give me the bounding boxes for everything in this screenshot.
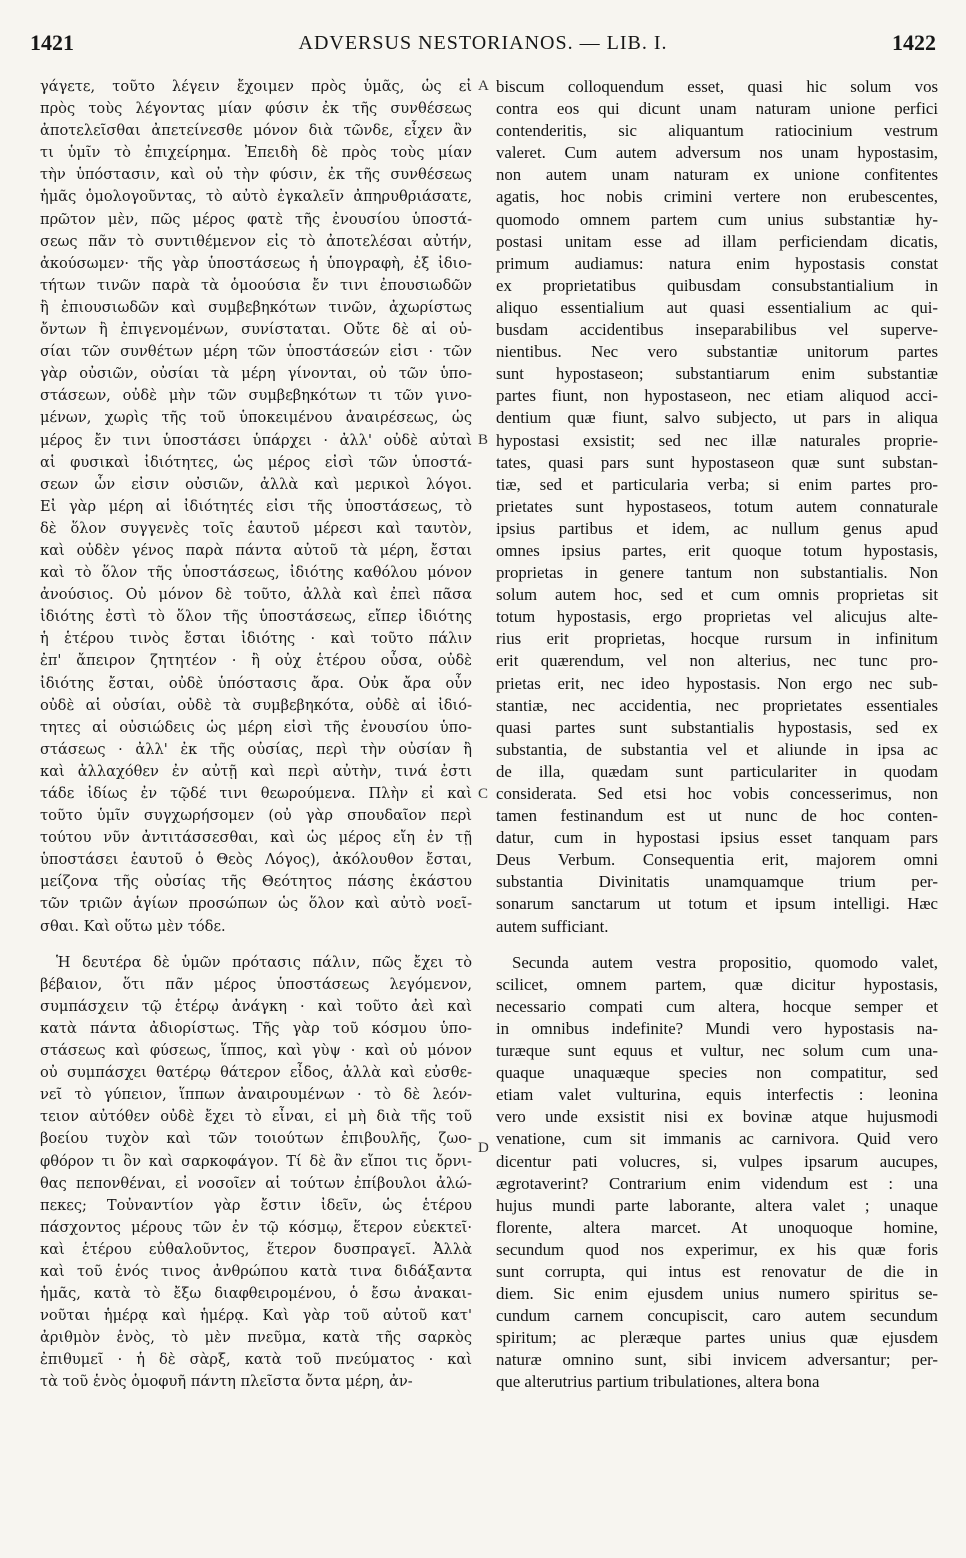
text-line: diem. Sic enim ejusdem unius numero spiritus se-	[496, 1284, 938, 1304]
text-line: florente, altera marcet. At unoquoque homine,	[496, 1217, 938, 1237]
text-line: Εἰ γὰρ μέρη αἱ ἰδιότητές εἰσι τῆς ὑποστάσεως, τὸ	[40, 497, 472, 515]
text-line: καὶ ἀλλαχόθεν ἐν αὐτῇ καὶ περὶ αὐτὴν, τινά ἐστι	[40, 762, 472, 780]
text-line: τήτων τινῶν παρὰ τὰ ὁμοούσια ἔν τινι ἐπουσιωδῶν	[40, 276, 472, 294]
text-line: Secunda autem vestra propositio, quomodo valet,	[512, 952, 938, 972]
text-line: καὶ τοῦ ἑνός τινος ἀνθρώπου κατὰ τινα διδάξαντα	[40, 1262, 472, 1280]
text-line: φθόρον τι ὂν καὶ σαρκοφάγον. Τί δὲ ἂν εἴποι τις ὄρνι-	[40, 1152, 472, 1170]
latin-column	[496, 76, 938, 1394]
text-line: ἐπιθυμεῖ · ἡ δὲ σὰρξ, κατὰ τοῦ πνεύματος · καὶ	[40, 1351, 472, 1369]
text-line: καὶ τὸ ὅλον τῆς ὑποστάσεως, ἰδιότης καθόλου μόνον	[40, 564, 472, 582]
text-line: necessario compati cum altera, hocque semper et	[496, 996, 938, 1016]
text-line: νοῦται ἡμέρᾳ καὶ ἡμέρᾳ. Καὶ γὰρ τοῦ αὐτοῦ κατ'	[40, 1307, 472, 1325]
text-line: autem sufficiant.	[496, 916, 609, 936]
text-line: ἀκούσωμεν· τῆς γὰρ ὑποστάσεως ἡ ὑπογραφὴ, ἐξ ἰδιο-	[40, 254, 472, 272]
text-line: τούτου νῦν ἀντιτάσσεσθαι, καὶ ὡς μέρος εἴη ἐν τῇ	[40, 829, 472, 847]
text-line: substantia Divinitatis unamquamque trium per-	[496, 872, 938, 892]
text-line: dicentur pati volucres, si, vulpes ipsarum aucupes,	[496, 1151, 938, 1171]
text-line: ἐπ' ἄπειρον ζητητέον · ἢ οὐχ ἑτέρου οὖσα, οὐδὲ	[40, 652, 472, 670]
text-line: rius erit proprietas, hocque rursum in infinitum	[496, 629, 938, 649]
text-line: τοῦτο ὑμῖν συγχωρήσομεν (οὐ γὰρ σπουδαῖον περὶ	[40, 807, 472, 825]
running-title: ADVERSUS NESTORIANOS. — LIB. I.	[298, 32, 668, 54]
text-line: μείζονα τῆς οὐσίας τῆς Θεότητος πάσης ἑκάστου	[40, 873, 472, 891]
text-line: σθαι. Καὶ οὕτω μὲν τόδε.	[40, 917, 226, 935]
text-line: Deus Verbum. Consequentia erit, majorem omni	[496, 850, 938, 870]
text-line: sonarum sanctarum ut totum et ipsum intelligi. Hæc	[496, 894, 938, 914]
text-line: postasi unitam esse ad illam perficiendam dicatis,	[496, 231, 938, 251]
text-line: aliquo essentialium aut quasi essentialium ac qui-	[496, 297, 938, 317]
text-line: quaque unaquæque species non compatitur, sed	[496, 1063, 938, 1083]
text-line: secundum quod nos experimur, ex his quæ foris	[496, 1239, 938, 1259]
text-line: contra eos qui dicunt unam naturam unione perfici	[496, 99, 938, 119]
text-line: datur, cum in hypostasi ipsius esset tanquam pars	[496, 828, 938, 848]
text-line: ἰδιότης ἐστὶ τὸ ὅλον τῆς ὑποστάσεως, εἴπερ ἰδιότης	[40, 608, 472, 626]
text-line: que alterutrius partium tribulationes, altera bona	[496, 1372, 820, 1392]
text-line: ἀριθμὸν ἑνὸς, τὸ μὲν πνεῦμα, κατὰ τῆς σαρκὸς	[40, 1329, 472, 1347]
text-line: quomodo omnem partem cum unius substantiæ hy-	[496, 209, 938, 229]
text-line: busdam accidentibus inseparabilibus vel superve-	[496, 320, 938, 340]
text-line: primum audiamus: natura enim hypostasis constat	[496, 253, 938, 273]
text-line: αἱ φυσικαὶ ἰδιότητες, ὡς μέρος εἰσὶ τῶν ὑποστά-	[40, 453, 472, 471]
text-line: ipsius partibus et idem, ac nullum genus apud	[496, 518, 938, 538]
text-line: venatione, cum sit immanis ac carnivora. Quid vero	[496, 1129, 938, 1149]
text-line: σίαι τῶν συνθέτων μέρη τῶν ὑποστάσεών εἰσι · τῶν	[40, 343, 472, 361]
text-line: πάσχοντος μέρους τῶν ἐν τῷ κόσμῳ, ἕτερον εὐεκτεῖ·	[40, 1218, 472, 1236]
margin-letter-d: D	[478, 1140, 489, 1156]
text-line: στάσεως · ἀλλ' ἐκ τῆς οὐσίας, περὶ τὴν οὐσίαν ἢ	[40, 740, 472, 758]
text-line: ægrotaverint? Contrarium enim videndum est : una	[496, 1173, 938, 1193]
text-line: sunt hypostaseon; substantiarum enim substantiæ	[496, 364, 938, 384]
text-line: ἀνούσιος. Οὐ μόνον δὲ τοῦτο, ἀλλὰ καὶ ἐπεὶ πᾶσα	[40, 586, 472, 604]
text-line: καὶ ἑτέρου εὐθαλοῦντος, ἕτερον δυσπραγεῖ. Ἀλλὰ	[40, 1240, 472, 1258]
text-line: γάγετε, τοῦτο λέγειν ἔχοιμεν πρὸς ὑμᾶς, ὡς εἰ	[40, 78, 472, 95]
text-line: βέβαιον, ὅτι πᾶν μέρος ὑποστάσεως λεγόμενον,	[40, 975, 472, 993]
latin-paragraph-1	[496, 76, 938, 938]
text-line: partes fiunt, non hypostaseon, nec etiam aliquod acci-	[496, 386, 938, 406]
margin-letter-c: C	[478, 786, 489, 802]
text-line: stantiæ, nec accidentia, nec proprietates essentiales	[496, 695, 938, 715]
text-line: prietas erit, nec ideo hypostasis. Non ergo nec sub-	[496, 673, 938, 693]
text-line: tiæ, sed et particularia verba; si enim partes pro-	[496, 474, 938, 494]
page-number-right: 1422	[892, 30, 936, 55]
text-line: substantia, de substantia vel et aliunde in ipsa ac	[496, 739, 938, 759]
text-line: omnes ipsius partes, erit quoque totum hypostasis,	[496, 540, 938, 560]
page-number-left: 1421	[30, 30, 74, 55]
text-line: οὐδὲ αἱ οὐσίαι, οὐδὲ τὰ συμβεβηκότα, οὐδὲ αἱ ἰδιό-	[40, 696, 472, 714]
margin-letter-a: A	[478, 78, 489, 94]
text-line: de illa, quædam sunt particulariter in quodam	[496, 761, 938, 781]
text-line: contenderitis, sic aliquantum ratiocinium vestrum	[496, 121, 938, 141]
text-line: μέρος ἔν τινι ὑποστάσει ὑπάρχει · ἀλλ' οὐδὲ αὐταὶ	[40, 431, 472, 449]
text-line: ἰδιότης ἔσται, οὐδὲ ὑπόστασις ἄρα. Οὐκ ἄρα οὖν	[40, 674, 472, 692]
margin-letter-b: B	[478, 432, 489, 448]
latin-paragraph-2	[496, 952, 938, 1394]
text-line: τειον αὐτόθεν οὐδὲ ἔχει τὸ εἶναι, εἰ μὴ διὰ τῆς τοῦ	[40, 1108, 472, 1126]
text-line: turæque sunt equus et vultur, nec solum cum una-	[496, 1041, 938, 1061]
text-line: ἡμᾶς ὁμολογοῦντας, τὸ αὐτὸ ἐγκαλεῖν ἀπηρυθριάσατε,	[40, 188, 472, 206]
text-line: dentium quæ fiunt, salvo subjecto, ut pars in aliqua	[496, 408, 938, 428]
text-line: καὶ οὐδὲν γένος παρὰ πάντα αὐτοῦ τὰ μέρη, ἔσται	[40, 541, 472, 559]
text-line: πρὸς τοὺς λέγοντας μίαν φύσιν ἐκ τῆς συνθέσεως	[40, 100, 472, 118]
text-line: νεῖ τὸ γύπειον, ἵππων ἀναιρουμένων · τὸ δὲ λεόν-	[40, 1086, 472, 1104]
text-line: σεων ὧν εἰσιν οὐσιῶν, ἀλλὰ καὶ μερικοὶ λόγοι.	[40, 475, 472, 493]
text-line: quasi partes sunt substantialis hypostasis, sed ex	[496, 717, 938, 737]
text-line: μένων, χωρὶς τῆς τοῦ ὑποκειμένου ἀναιρέσεως, ὡς	[40, 409, 472, 427]
text-line: in omnibus indefinite? Mundi vero hypostasis na-	[496, 1018, 938, 1038]
text-line: στάσεως καὶ φύσεως, ἵππος, καὶ γὺψ · καὶ οὐ μόνον	[40, 1042, 472, 1060]
text-line: non autem unam naturam ex unione confitentes	[496, 165, 938, 185]
text-line: στάσεων, οὐδὲ μὴν τῶν συμβεβηκότων τι τῶν γινο-	[40, 387, 472, 405]
text-line: βοείου τυχὸν καὶ τῶν τοιούτων ἐπιβουλῆς, ζωο-	[40, 1130, 472, 1148]
text-line: biscum colloquendum esset, quasi hic solum vos	[496, 77, 938, 96]
greek-paragraph-1	[40, 76, 472, 938]
text-line: spiritum; ac pleræque partes unius quæ ejusdem	[496, 1328, 938, 1348]
page-header	[30, 30, 936, 64]
text-line: prietates sunt hypostaseos, totum autem connaturale	[496, 496, 938, 516]
text-line: ἡμᾶς, κατὰ τὸ ἔξω διαφθειρομένου, ὁ ἔσω ἀνακαι-	[40, 1285, 472, 1303]
greek-paragraph-2	[40, 952, 472, 1394]
text-line: γὰρ οὐσιῶν, οὐσίαι τὰ μέρη γίνονται, οὐ τῶν ὑπο-	[40, 365, 472, 383]
text-line: πεκες; Τοὐναντίον γὰρ ἔστιν ἰδεῖν, ὡς ἑτέρου	[40, 1196, 472, 1214]
text-line: tates, quasi pars sunt hypostaseon quæ sunt substan-	[496, 452, 938, 472]
text-line: συμπάσχειν τῷ ἑτέρῳ ἀνάγκη · καὶ τοῦτο ἀεὶ καὶ	[40, 997, 472, 1015]
text-line: ex proprietatibus quibusdam consubstantialium in	[496, 275, 938, 295]
text-line: scilicet, omnem partem, quæ dicitur hypostasis,	[496, 974, 938, 994]
text-line: erit quærendum, vel non alterius, nec tunc pro-	[496, 651, 938, 671]
text-line: nientibus. Nec vero substantiæ unitorum partes	[496, 342, 938, 362]
text-line: ὑποστάσει ἑαυτοῦ ὁ Θεὸς Λόγος), ἀκόλουθον ἔσται,	[40, 851, 472, 869]
text-line: proprietas in genere tantum non substantialis. Non	[496, 563, 938, 583]
text-line: ὄντων ἢ ἐπιγενομένων, συνίσταται. Οὔτε δὲ αἱ οὐ-	[40, 321, 472, 339]
text-line: τῶν τριῶν ἁγίων προσώπων ὡς ὅλον καὶ αὐτὸ νοεῖ-	[40, 895, 472, 913]
text-line: ἡ ἑτέρου τινὸς ἔσται ἰδιότης · καὶ τοῦτο πάλιν	[40, 630, 472, 648]
text-line: considerata. Sed etsi hoc vobis concesserimus, non	[496, 784, 938, 803]
text-line: tamen festinandum est ut nunc de hoc conten-	[496, 806, 938, 826]
text-line: totum hypostasis, ergo proprietas vel alicujus alte-	[496, 607, 938, 627]
text-line: σεως πᾶν τὸ συντιθέμενον εἰς τὸ ἀποτελέσαι αὐτήν,	[40, 232, 472, 250]
text-line: hujus mundi parte laborante, altera valet ; unaque	[496, 1195, 938, 1215]
text-line: τὴν ὑπόστασιν, καὶ οὐ τὴν φύσιν, ἐκ τῆς συνθέσεως	[40, 166, 472, 184]
text-line: naturæ omnino sunt, sibi invicem adversantur; per-	[496, 1350, 938, 1370]
text-line: agatis, hoc nobis crimini vertere non erubescentes,	[496, 187, 938, 207]
greek-column	[40, 76, 472, 1394]
text-line: cundum carnem concupiscit, caro autem secundum	[496, 1306, 938, 1326]
text-line: Ἡ δευτέρα δὲ ὑμῶν πρότασις πάλιν, πῶς ἔχει τὸ	[56, 953, 472, 971]
text-line: etiam valet vulturina, equis interfectis : leonina	[496, 1085, 938, 1105]
text-line: solum autem hoc, sed et cum omnis proprietas sit	[496, 585, 938, 605]
text-line: τάδε ἰδίως ἐν τῷδέ τινι θεωρούμενα. Πλὴν εἰ καὶ	[40, 785, 472, 802]
text-line: valeret. Cum autem adversum nos unam hypostasim,	[496, 143, 938, 163]
text-line: vero unde exsistit nisi ex bovinæ atque hujusmodi	[496, 1107, 938, 1127]
text-line: τητες αἱ οὐσιώδεις ὡς μέρη εἰσὶ τῆς ἐνουσίου ὑπο-	[40, 718, 472, 736]
text-line: ἢ ἐπιουσιωδῶν καὶ συμβεβηκότων τινῶν, ἀχωρίστως	[40, 298, 472, 316]
text-line: τι ὑμῖν τὸ ἐπιχείρημα. Ἐπειδὴ δὲ πρὸς τοὺς μίαν	[40, 144, 472, 162]
text-line: θας πεπονθέναι, εἰ νοσοῖεν αἱ τούτων ἐπίβουλοι ἀλώ-	[40, 1174, 472, 1192]
text-line: πρῶτον μὲν, πῶς μέρος φατὲ τῆς ἐνουσίου ὑποστά-	[40, 210, 472, 228]
text-line: sunt corrupta, qui intus est renovatur de die in	[496, 1261, 938, 1281]
text-line: οὐ συμπάσχει θατέρῳ θάτερον εἶδος, ἀλλὰ καὶ εὐσθε-	[40, 1064, 472, 1082]
text-line: hypostasi exsistit; sed nec illæ naturales proprie-	[496, 430, 938, 450]
text-line: δὲ ὅλον συγγενὲς τοῖς ἑαυτοῦ μέρεσι καὶ ταυτὸν,	[40, 519, 472, 537]
text-line: κατὰ πάντα ἀδιορίστως. Τῆς γὰρ τοῦ κόσμου ὑπο-	[40, 1019, 472, 1037]
text-line: ἀποτελεῖσθαι ἀπετείνεσθε μόνον διὰ τῶνδε, εἶχεν ἂν	[40, 122, 472, 140]
text-line: τὰ τοῦ ἑνὸς ὁμοφυῆ πάντη πλεῖστα ὄντα μέρη, ἀν-	[40, 1373, 413, 1391]
